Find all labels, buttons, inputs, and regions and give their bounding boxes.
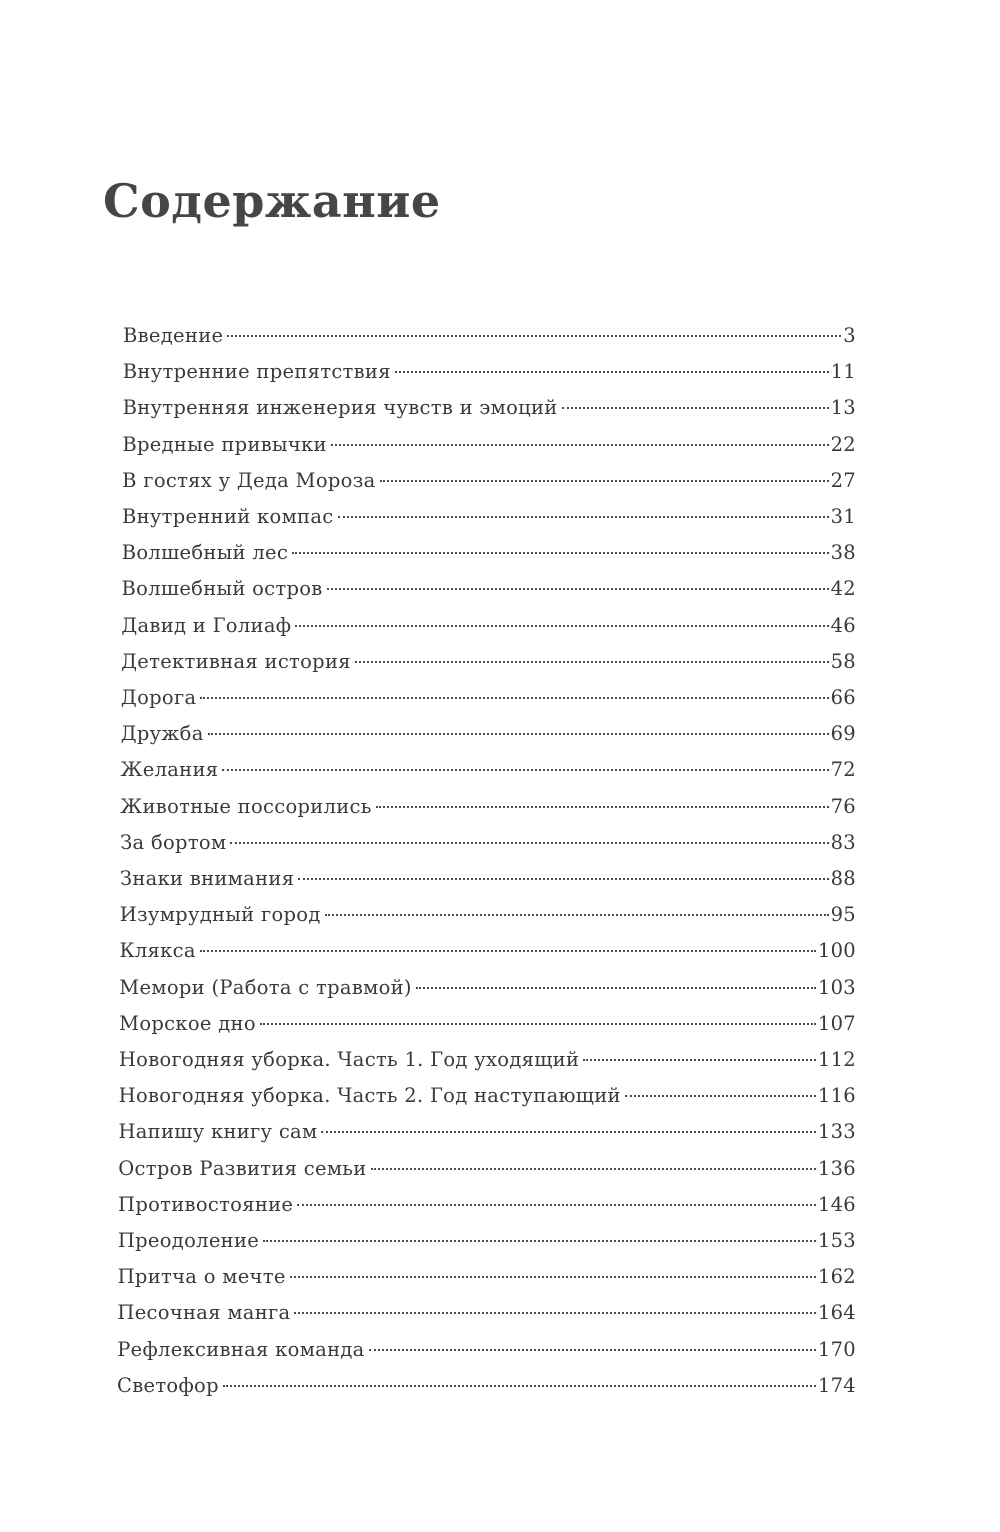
toc-entry-page: 42 [830,577,856,601]
toc-entry[interactable] [121,752,856,788]
toc-entry-page: 103 [817,975,856,999]
toc-entry-title: Детективная история [121,649,351,673]
toc-entry-page: 38 [830,541,856,565]
toc-entry-title: Рефлексивная команда [117,1337,365,1361]
dot-leader [263,1240,816,1242]
dot-leader [208,733,829,735]
page-title: Содержание [103,174,441,228]
toc-entry-title: Мемори (Работа с травмой) [119,975,412,999]
toc-entry-page: 136 [817,1156,856,1180]
toc-entry[interactable] [118,1187,856,1223]
toc-entry-page: 133 [817,1120,856,1144]
toc-entry[interactable] [122,463,856,499]
toc-entry-page: 46 [830,613,856,637]
toc-entry-page: 170 [817,1337,856,1361]
toc-entry[interactable] [123,354,856,390]
toc-entry-page: 153 [817,1229,856,1252]
toc-entry-title: Изумрудный город [119,903,321,927]
dot-leader [294,1312,815,1314]
toc-entry[interactable] [119,1006,856,1042]
toc-entry[interactable] [119,1042,856,1078]
dot-leader [297,1204,816,1206]
toc-entry[interactable] [120,825,856,861]
toc-entry[interactable] [122,571,856,607]
toc-entry-title: Дружба [120,722,204,746]
toc-entry-page: 13 [830,396,856,420]
dot-leader [355,661,829,663]
dot-leader [230,842,828,844]
toc-entry-page: 11 [830,360,856,384]
dot-leader [376,806,829,808]
toc-entry-page: 88 [830,867,856,890]
toc-entry-title: Новогодняя уборка. Часть 1. Год уходящий [118,1048,580,1071]
toc-entry-title: Внутренняя инженерия чувств и эмоций [122,396,558,420]
toc-entry-title: Новогодняя уборка. Часть 2. Год наступающий [118,1084,621,1108]
dot-leader [325,914,829,916]
dot-leader [260,1023,816,1025]
toc-entry-page: 31 [830,505,856,528]
toc-entry-title: Дорога [120,686,197,709]
dot-leader [562,407,829,409]
toc-entry-page: 69 [830,722,856,746]
toc-entry[interactable] [117,1368,856,1404]
toc-entry-page: 3 [843,324,856,347]
toc-entry-title: Волшебный лес [121,541,289,565]
dot-leader [290,1276,816,1278]
toc-entry-title: Морское дно [119,1011,256,1035]
toc-entry[interactable] [120,897,856,933]
dot-leader [327,588,829,590]
toc-entry[interactable] [123,390,856,426]
toc-entry-page: 72 [830,758,856,782]
dot-leader [380,480,829,482]
toc-entry-page: 66 [830,686,856,709]
toc-entry-title: Внутренние препятствия [122,360,391,384]
toc-entry[interactable] [117,1332,856,1368]
toc-entry[interactable] [119,970,856,1006]
toc-entry-title: Противостояние [118,1192,294,1216]
toc-entry-page: 116 [817,1084,856,1108]
toc-entry[interactable] [123,318,856,354]
toc-entry-title: Преодоление [117,1229,260,1252]
toc-entry[interactable] [122,427,856,463]
dot-leader [583,1059,816,1061]
toc-entry-title: Вредные привычки [122,432,327,456]
dot-leader [338,516,829,518]
dot-leader [371,1168,816,1170]
dot-leader [298,878,828,880]
toc-entry[interactable] [120,789,856,825]
toc-entry[interactable] [117,1295,856,1331]
dot-leader [223,1385,816,1387]
dot-leader [331,444,829,446]
toc-entry-title: За бортом [120,830,227,854]
dot-leader [222,769,828,771]
dot-leader [200,697,828,699]
toc-entry-page: 164 [817,1301,856,1325]
toc-entry-page: 174 [817,1373,856,1397]
toc-entry-title: Клякса [119,939,196,963]
toc-entry[interactable] [121,716,856,752]
toc-entry[interactable] [118,1223,856,1259]
toc-entry[interactable] [120,861,856,897]
toc-entry-page: 146 [817,1192,856,1216]
toc-entry[interactable] [118,1259,856,1295]
dot-leader [200,950,816,952]
toc-entry-page: 22 [830,432,856,456]
toc-entry[interactable] [122,499,856,535]
toc-entry[interactable] [121,608,856,644]
toc-entry-title: Волшебный остров [121,577,323,601]
toc-entry-title: Напишу книгу сам [118,1120,318,1144]
toc-entry[interactable] [118,1114,856,1150]
dot-leader [227,335,841,337]
dot-leader [295,625,828,627]
toc-entry-title: Желания [120,758,219,782]
toc-entry-page: 95 [830,903,856,927]
toc-entry-page: 162 [817,1265,856,1289]
toc-entry[interactable] [118,1151,856,1187]
toc-entry-title: Остров Развития семьи [118,1156,367,1180]
dot-leader [625,1095,816,1097]
toc-entry[interactable] [119,1078,856,1114]
toc-entry[interactable] [121,644,856,680]
toc-entry[interactable] [119,933,856,969]
toc-entry-title: Песочная манга [117,1301,291,1325]
toc-entry-title: Знаки внимания [119,867,295,890]
dot-leader [395,371,829,373]
toc-entry-title: Светофор [117,1373,219,1397]
toc-entry-page: 112 [817,1048,856,1071]
dot-leader [416,987,816,989]
toc-entry-title: Внутренний компас [121,505,334,528]
toc-entry-title: В гостях у Деда Мороза [122,468,376,492]
toc-entry-title: Притча о мечте [117,1265,286,1289]
toc-entry-page: 83 [830,830,856,854]
toc-entry-title: Давид и Голиаф [121,613,292,637]
toc-entry[interactable] [121,680,856,716]
toc-entry-title: Введение [123,324,224,347]
dot-leader [292,552,828,554]
toc-entry-page: 58 [830,649,856,673]
toc-entry-page: 107 [817,1011,856,1035]
toc-entry-title: Животные поссорились [120,794,372,818]
dot-leader [369,1349,816,1351]
toc-entry-page: 76 [830,794,856,818]
toc-entry[interactable] [122,535,856,571]
toc-entry-page: 27 [830,468,856,492]
toc-entry-page: 100 [817,939,856,963]
dot-leader [321,1131,815,1133]
